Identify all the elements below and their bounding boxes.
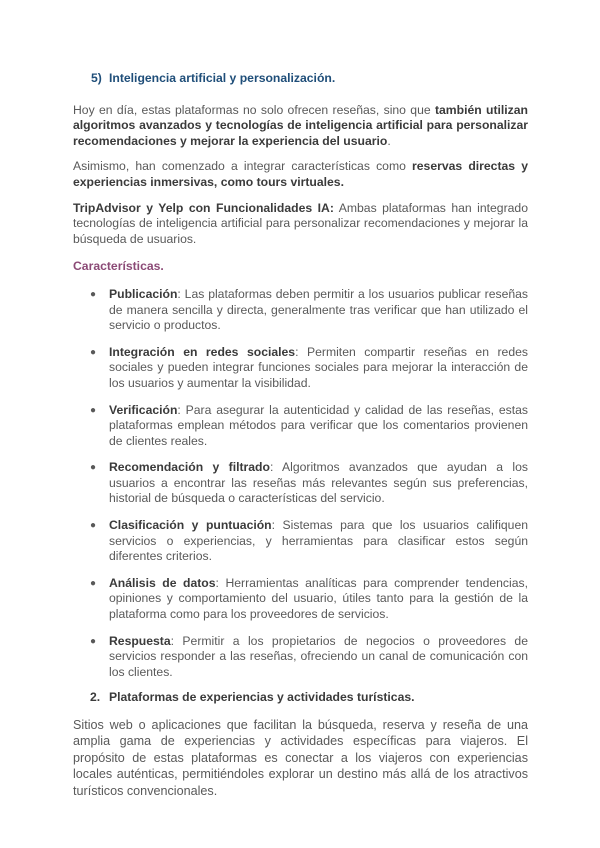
- section-5-title: Inteligencia artificial y personalización.: [109, 71, 336, 85]
- list-item: [73, 518, 528, 565]
- item-description: : Algoritmos avanzados que ayudan a los usuarios a encontrar las reseñas más relevantes según sus preferencias, historial de búsqueda o características del servicio.: [109, 460, 528, 506]
- intro-paragraph: [73, 103, 528, 150]
- intro-text: Hoy en día, estas plataformas no solo ofrecen reseñas, sino que: [73, 102, 435, 117]
- features-paragraph: [73, 159, 528, 190]
- bullet-icon: ●: [90, 462, 97, 474]
- section-5-number: 5): [91, 71, 102, 85]
- item-description: : Sistemas para que los usuarios califiquen servicios o experiencias, y herramientas para clasificar estos según diferentes criterios.: [109, 518, 529, 564]
- item-term: Respuesta: [109, 633, 171, 648]
- bullet-icon: ●: [90, 288, 97, 300]
- tripadvisor-bold-label: TripAdvisor y Yelp con Funcionalidades IA:: [73, 200, 334, 215]
- features-text: Asimismo, han comenzado a integrar características como: [73, 159, 413, 174]
- bullet-icon: ●: [90, 577, 97, 589]
- list-item: [73, 576, 528, 623]
- list-item: [73, 287, 528, 334]
- item-term: Recomendación y filtrado: [109, 460, 270, 475]
- item-term: Análisis de datos: [109, 575, 216, 590]
- list-item: [73, 460, 528, 507]
- item-description: : Las plataformas deben permitir a los usuarios publicar reseñas de manera sencilla y directa, generalmente tras verificar que han utilizado el servicio o productos.: [109, 286, 528, 333]
- section-2-heading: [90, 690, 528, 706]
- section-2-title: Plataformas de experiencias y actividades turísticas.: [109, 690, 415, 705]
- section-2-number: 2.: [90, 690, 101, 705]
- tripadvisor-text: Ambas plataformas han integrado tecnologías de inteligencia artificial para personalizar recomendaciones y mejorar la búsqueda de usuarios.: [73, 200, 528, 246]
- closing-paragraph: Sitios web o aplicaciones que facilitan la búsqueda, reserva y reseña de una amplia gama de experiencias y actividades específicas para viajeros. El propósito de estas plataformas es conectar a los viajeros con experiencias locales auténticas, permitiéndoles explorar un destino más allá de los atractivos turísticos convencionales.: [73, 718, 528, 798]
- document-content: [73, 71, 528, 799]
- item-term: Clasificación y puntuación: [109, 518, 272, 533]
- bullet-icon: ●: [90, 346, 97, 358]
- features-list: [73, 287, 528, 680]
- item-term: Publicación: [109, 286, 178, 301]
- item-description: : Para asegurar la autenticidad y calidad de las reseñas, estas plataformas emplean métodos para verificar que los comentarios provienen de clientes reales.: [109, 402, 528, 448]
- intro-period: .: [387, 133, 391, 148]
- features-bold-text: reservas directas y experiencias inmersivas, como tours virtuales.: [73, 159, 528, 189]
- list-item: [73, 345, 528, 392]
- tripadvisor-paragraph: [73, 201, 528, 248]
- list-item: [73, 403, 528, 450]
- item-term: Verificación: [109, 402, 178, 417]
- item-term: Integración en redes sociales: [109, 344, 296, 359]
- intro-bold-text: también utilizan algoritmos avanzados y tecnologías de inteligencia artificial para personalizar recomendaciones y mejorar la experiencia del usuario: [73, 102, 528, 148]
- item-description: : Permitir a los propietarios de negocios o proveedores de servicios responder a las reseñas, ofreciendo un canal de comunicación con los clientes.: [109, 633, 528, 679]
- item-description: : Permiten compartir reseñas en redes sociales y pueden integrar funciones sociales para mejorar la interacción de los usuarios y aumentar la visibilidad.: [109, 344, 528, 390]
- caracteristicas-heading: Características.: [73, 259, 164, 274]
- list-item: [73, 634, 528, 681]
- item-description: : Herramientas analíticas para comprender tendencias, opiniones y comportamiento del usuario, útiles tanto para la gestión de la plataforma como para los proveedores de servicios.: [109, 575, 528, 622]
- bullet-icon: ●: [90, 520, 97, 532]
- bullet-icon: ●: [90, 635, 97, 647]
- bullet-icon: ●: [90, 404, 97, 416]
- section-5-heading: [91, 71, 528, 87]
